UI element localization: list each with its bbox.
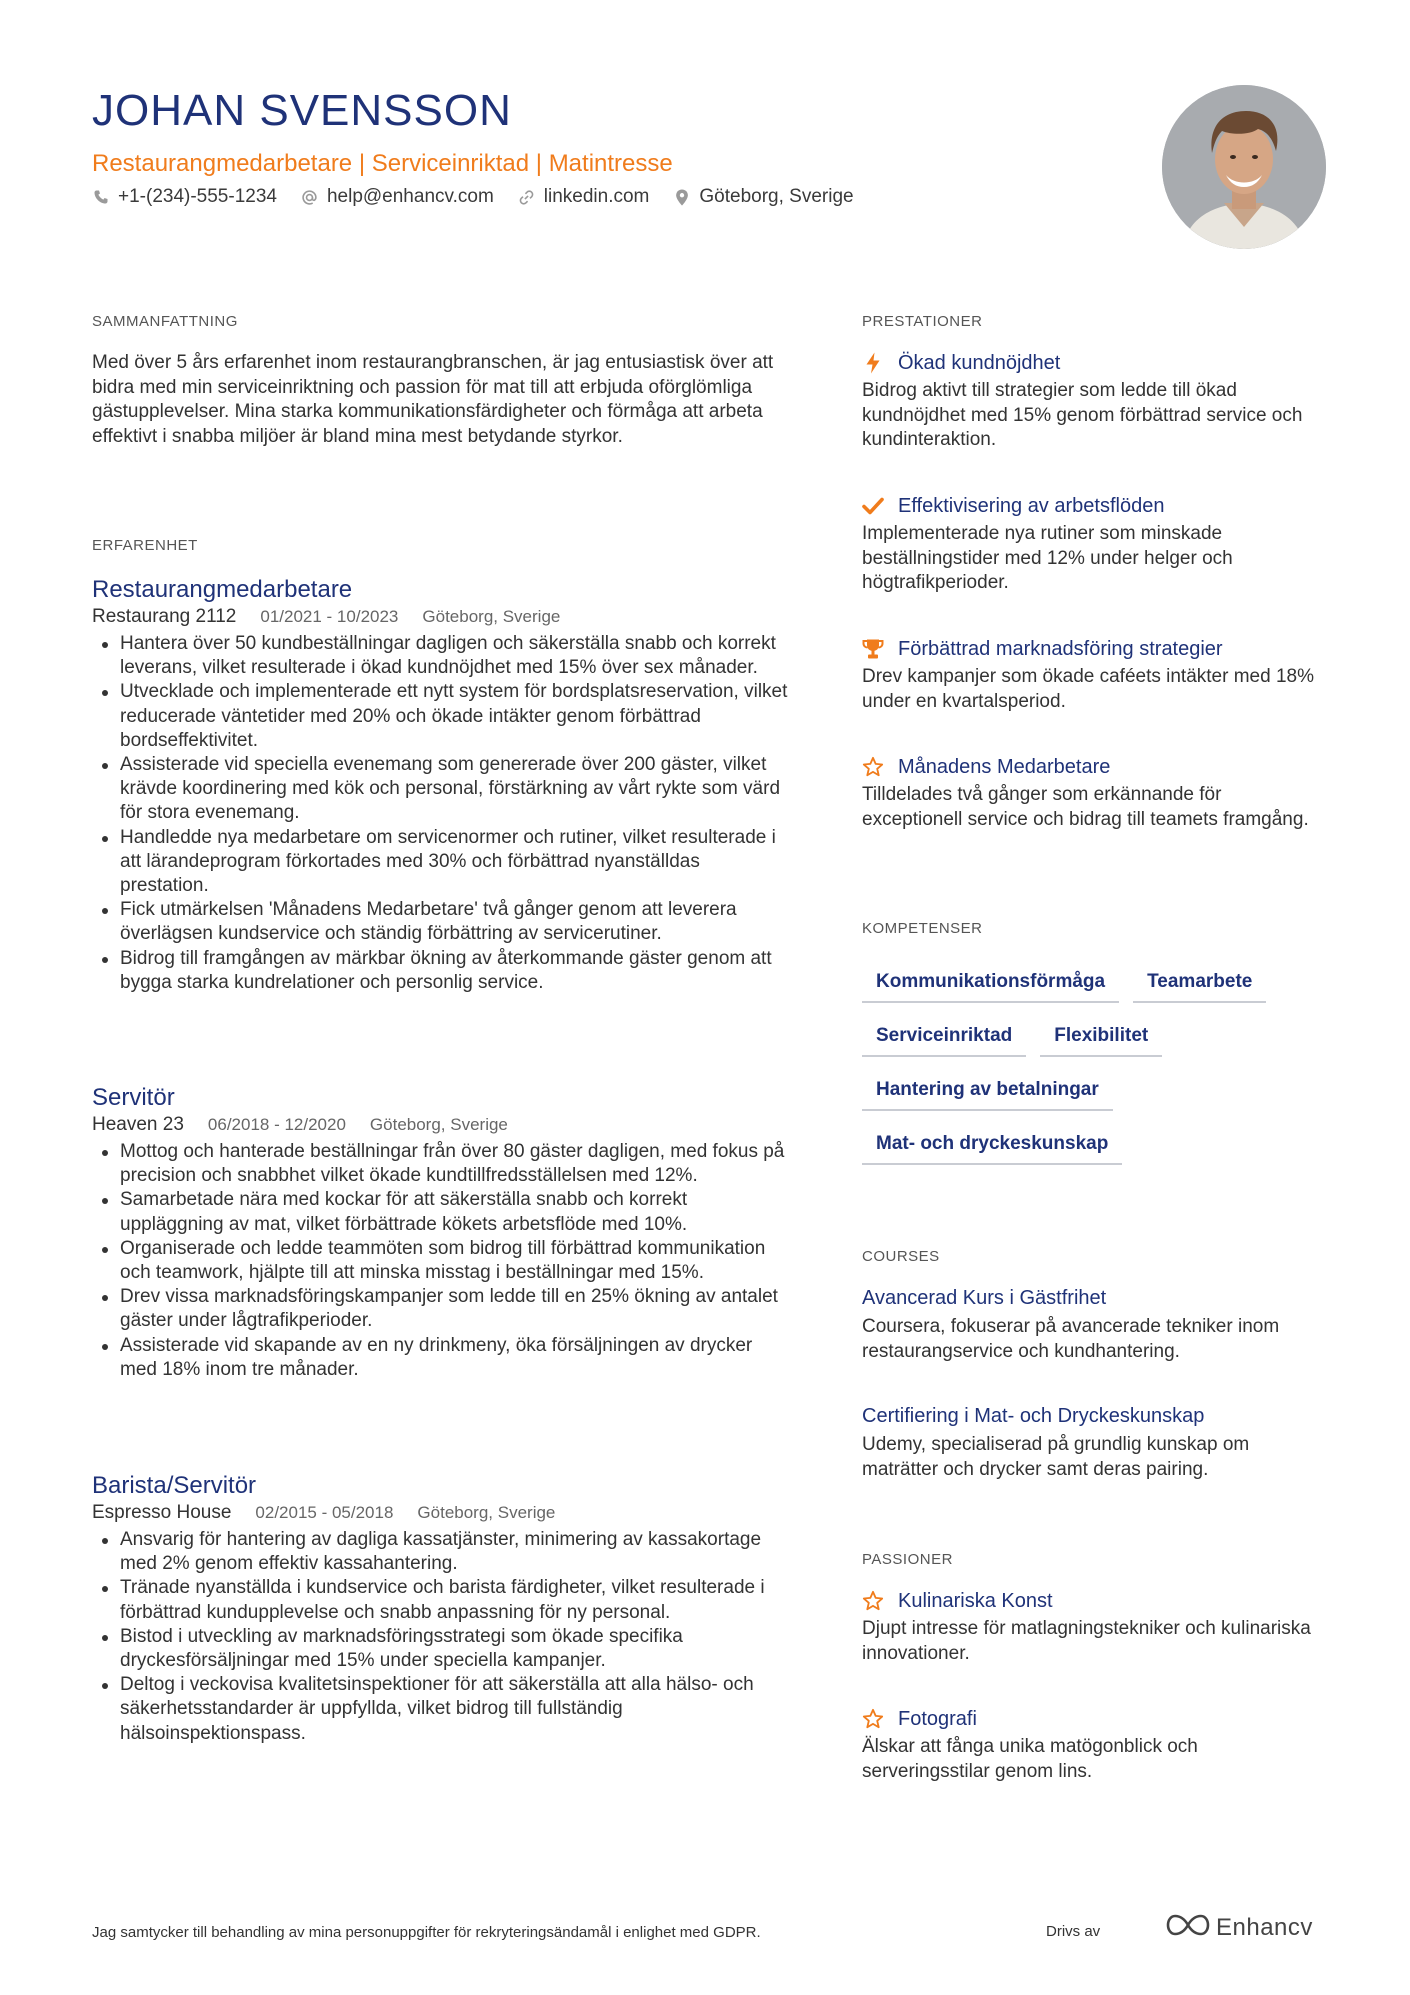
bolt-icon bbox=[862, 352, 884, 374]
achievement-title: Ökad kundnöjdhet bbox=[898, 352, 1061, 374]
contact-bar bbox=[92, 186, 878, 208]
courses-heading: COURSES bbox=[862, 1248, 940, 1265]
achievement-text: Drev kampanjer som ökade caféets intäkter med 18% under en kvartalsperiod. bbox=[862, 666, 1314, 712]
job-entry bbox=[92, 1471, 792, 1746]
job-bullets bbox=[92, 1528, 792, 1746]
contact-location-text: Göteborg, Sverige bbox=[699, 186, 854, 207]
achievement-item bbox=[862, 349, 1322, 453]
course-title: Certifiering i Mat- och Dryckeskunskap bbox=[862, 1405, 1205, 1427]
job-location: Göteborg, Sverige bbox=[369, 1115, 508, 1134]
skills-list bbox=[862, 966, 1322, 1182]
profile-photo bbox=[1162, 85, 1326, 249]
brand-name: Enhancv bbox=[1216, 1913, 1313, 1941]
achievement-text: Tilldelades två gånger som erkännande för exceptionell service och bidrag till teamets framgång. bbox=[862, 784, 1309, 830]
job-dates: 06/2018 - 12/2020 bbox=[207, 1115, 346, 1134]
skills-heading: KOMPETENSER bbox=[862, 920, 983, 937]
course-text: Udemy, specialiserad på grundlig kunskap om maträtter och drycker samt deras pairing. bbox=[862, 1434, 1250, 1480]
job-location: Göteborg, Sverige bbox=[422, 607, 561, 626]
star-icon bbox=[862, 1708, 884, 1730]
job-bullet: Ansvarig för hantering av dagliga kassatjänster, minimering av kassakortage med 2% genom effektiv kassahantering. bbox=[92, 1528, 792, 1576]
location-icon bbox=[673, 188, 691, 206]
enhancv-logo[interactable] bbox=[1166, 1913, 1313, 1942]
job-bullet: Hantera över 50 kundbeställningar dagligen och säkerställa snabb och korrekt leverans, vilket resulterade i ökad kundnöjdhet med 15% över sex månader. bbox=[92, 632, 792, 680]
job-bullet: Mottog och hanterade beställningar från över 80 gäster dagligen, med fokus på precision och snabbhet vilket ökade kundtillfredsställelsen med 12%. bbox=[92, 1140, 792, 1188]
skill-tag: Hantering av betalningar bbox=[862, 1074, 1113, 1111]
job-meta bbox=[92, 605, 792, 629]
infinity-icon bbox=[1166, 1913, 1210, 1942]
course-item bbox=[862, 1402, 1322, 1482]
summary-text: Med över 5 års erfarenhet inom restaurangbranschen, är jag entusiastisk över att bidra med min serviceinriktning och passion för mat till att erbjuda oförglömliga gästupplevelser. Mina starka kommunikationsfärdigheter och förmåga att arbeta effektivt i snabba miljöer är bland mina mest betydande styrkor. bbox=[92, 352, 774, 447]
check-icon bbox=[862, 495, 884, 517]
achievement-text: Implementerade nya rutiner som minskade beställningstider med 12% under helger och högtrafikperioder. bbox=[862, 523, 1233, 593]
headline: Restaurangmedarbetare | Serviceinriktad | Matintresse bbox=[92, 150, 673, 177]
contact-email-text: help@enhancv.com bbox=[326, 186, 494, 207]
job-bullet: Assisterade vid speciella evenemang som genererade över 200 gäster, vilket krävde koordinering med kök och personal, förstärkning av vårt rykte som värd för stora evenemang. bbox=[92, 753, 792, 826]
passion-item bbox=[862, 1587, 1322, 1666]
passion-title: Fotografi bbox=[898, 1708, 977, 1730]
contact-linkedin-text: linkedin.com bbox=[543, 186, 650, 207]
contact-phone-text: +1-(234)-555-1234 bbox=[118, 186, 277, 207]
trophy-icon bbox=[862, 638, 884, 660]
link-icon bbox=[518, 188, 536, 206]
job-bullet: Organiserade och ledde teammöten som bidrog till förbättrad kommunikation och teamwork, hjälpte till att minska misstag i beställningar med 15%. bbox=[92, 1237, 792, 1285]
job-bullet: Deltog i veckovisa kvalitetsinspektioner för att säkerställa att alla hälso- och säkerhetsstandarder är uppfyllda, vilket bidrog till fullständig hälsoinspektionspass. bbox=[92, 1673, 792, 1746]
summary-heading: SAMMANFATTNING bbox=[92, 313, 238, 330]
job-entry bbox=[92, 1083, 792, 1382]
job-company: Heaven 23 bbox=[92, 1114, 184, 1135]
contact-linkedin[interactable] bbox=[518, 186, 650, 208]
achievement-item bbox=[862, 635, 1322, 714]
star-icon bbox=[862, 1590, 884, 1612]
skill-tag: Kommunikationsförmåga bbox=[862, 966, 1119, 1003]
job-company: Espresso House bbox=[92, 1502, 232, 1523]
job-title: Servitör bbox=[92, 1084, 175, 1111]
job-dates: 01/2021 - 10/2023 bbox=[260, 607, 399, 626]
skill-tag: Serviceinriktad bbox=[862, 1020, 1026, 1057]
powered-by-label: Drivs av bbox=[1046, 1923, 1101, 1940]
job-bullet: Samarbetade nära med kockar för att säkerställa snabb och korrekt uppläggning av mat, vilket förbättrade kökets arbetsflöde med 10%. bbox=[92, 1188, 792, 1236]
job-bullets bbox=[92, 1140, 792, 1382]
contact-location bbox=[673, 186, 853, 208]
job-title: Barista/Servitör bbox=[92, 1472, 257, 1499]
job-bullet: Fick utmärkelsen 'Månadens Medarbetare' två gånger genom att leverera överlägsen kundservice och ständig förbättring av servicerutiner. bbox=[92, 898, 792, 946]
passion-text: Älskar att fånga unika matögonblick och serveringsstilar genom lins. bbox=[862, 1736, 1198, 1782]
achievement-title: Månadens Medarbetare bbox=[898, 756, 1111, 778]
achievement-title: Effektivisering av arbetsflöden bbox=[898, 495, 1165, 517]
passions-heading: PASSIONER bbox=[862, 1551, 953, 1568]
job-bullet: Handledde nya medarbetare om servicenormer och rutiner, vilket resulterade i att lärandeprogram förkortades med 30% och förbättrad nyanställdas prestation. bbox=[92, 826, 792, 899]
job-meta bbox=[92, 1501, 792, 1525]
achievement-item bbox=[862, 753, 1322, 832]
course-item bbox=[862, 1284, 1322, 1364]
contact-email[interactable] bbox=[301, 186, 494, 208]
achievements-heading: PRESTATIONER bbox=[862, 313, 983, 330]
passion-title: Kulinariska Konst bbox=[898, 1590, 1053, 1612]
course-title: Avancerad Kurs i Gästfrihet bbox=[862, 1287, 1107, 1309]
at-icon bbox=[301, 188, 319, 206]
gdpr-consent: Jag samtycker till behandling av mina personuppgifter för rekryteringsändamål i enlighet med GDPR. bbox=[92, 1924, 761, 1941]
job-entry bbox=[92, 575, 792, 995]
job-title: Restaurangmedarbetare bbox=[92, 576, 353, 603]
job-company: Restaurang 2112 bbox=[92, 606, 237, 627]
passion-text: Djupt intresse för matlagningstekniker och kulinariska innovationer. bbox=[862, 1618, 1311, 1664]
course-text: Coursera, fokuserar på avancerade tekniker inom restaurangservice och kundhantering. bbox=[862, 1316, 1280, 1362]
job-bullet: Utvecklade och implementerade ett nytt system för bordsplatsreservation, vilket reducerade väntetider med 20% och ökade intäkter genom förbättrad bordseffektivitet. bbox=[92, 680, 792, 753]
job-bullet: Bidrog till framgången av märkbar ökning av återkommande gäster genom att bygga starka kundrelationer och personlig service. bbox=[92, 947, 792, 995]
achievement-title: Förbättrad marknadsföring strategier bbox=[898, 638, 1223, 660]
job-bullet: Tränade nyanställda i kundservice och barista färdigheter, vilket resulterade i förbättrad kundupplevelse och snabb anpassning för ny personal. bbox=[92, 1576, 792, 1624]
achievement-text: Bidrog aktivt till strategier som ledde till ökad kundnöjdhet med 15% genom förbättrad service och kundinteraktion. bbox=[862, 380, 1303, 450]
job-meta bbox=[92, 1113, 792, 1137]
job-bullet: Bistod i utveckling av marknadsföringsstrategi som ökade specifika dryckesförsäljningar med 15% under speciella kampanjer. bbox=[92, 1625, 792, 1673]
skill-tag: Flexibilitet bbox=[1040, 1020, 1162, 1057]
job-bullet: Assisterade vid skapande av en ny drinkmeny, öka försäljningen av drycker med 18% inom tre månader. bbox=[92, 1334, 792, 1382]
star-icon bbox=[862, 756, 884, 778]
job-bullet: Drev vissa marknadsföringskampanjer som ledde till en 25% ökning av antalet gäster under lågtrafikperioder. bbox=[92, 1285, 792, 1333]
experience-heading: ERFARENHET bbox=[92, 537, 198, 554]
skill-tag: Teamarbete bbox=[1133, 966, 1266, 1003]
phone-icon bbox=[92, 188, 110, 206]
achievement-item bbox=[862, 492, 1322, 596]
job-dates: 02/2015 - 05/2018 bbox=[255, 1503, 394, 1522]
passion-item bbox=[862, 1705, 1322, 1784]
contact-phone[interactable] bbox=[92, 186, 277, 208]
skill-tag: Mat- och dryckeskunskap bbox=[862, 1128, 1122, 1165]
candidate-name: JOHAN SVENSSON bbox=[92, 86, 512, 135]
job-bullets bbox=[92, 632, 792, 995]
job-location: Göteborg, Sverige bbox=[417, 1503, 556, 1522]
